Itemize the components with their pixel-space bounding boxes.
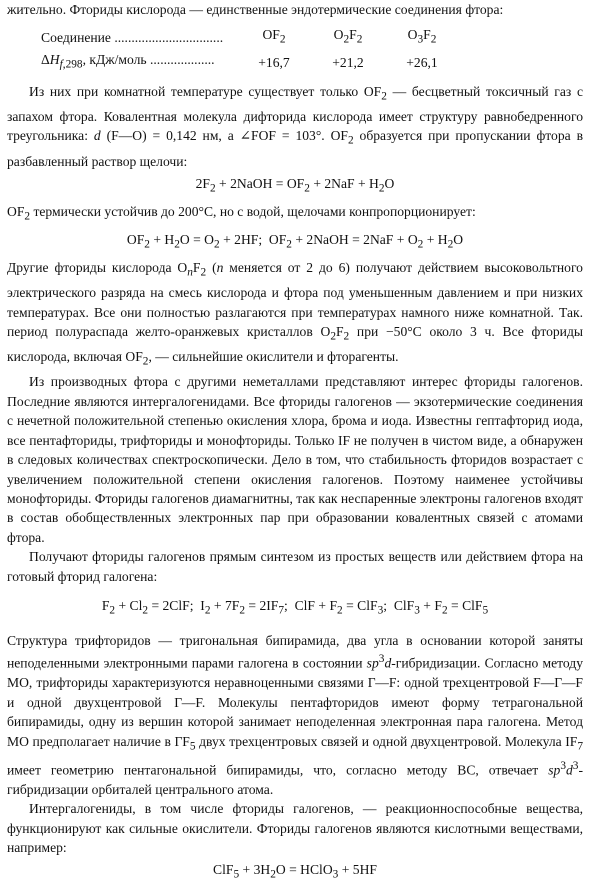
table-cell: $OF_2$ bbox=[262, 27, 286, 47]
table-cell: $O_3F_2$ bbox=[407, 27, 437, 47]
table-row-label: $\Delta H_{f,298}$, кДж/моль ................... bbox=[41, 52, 215, 71]
equation: $F_2 + Cl_2 = 2ClF$; $I_2 + 7F_2 = 2IF_7$; ClF + $F_2 = ClF_3$; $ClF_3 + F_2 = ClF_5$ bbox=[101, 597, 489, 617]
paragraph: Интергалогениды, в том числе фториды галогенов, — реакционноспособные вещества, функционируют как сильные окислители. Фториды галогенов являются кислотными веществами, например: bbox=[7, 801, 583, 855]
paragraph: Получают фториды галогенов прямым синтезом из простых веществ или действием фтора на готовый фторид галогена: bbox=[7, 549, 583, 584]
table-cell: $O_2F_2$ bbox=[333, 27, 363, 47]
table-cell: +16,7 bbox=[258, 54, 290, 70]
paragraph: Другие фториды кислорода $O_nF_2$ (n меняется от 2 до 6) получают действием высоковольтного электрического разряда на смесь кислорода и фтора под уменьшенным давлением и при низких температурах. Все они полностью разлагаются при температурах намного ниже комнатной. Так. период полураспада желто-оранжевых кристаллов $O_2F_2$ при −50°С около 3 ч. Все фториды кислорода, включая $OF_2$, — сильнейшие окислители и фторагенты. bbox=[7, 260, 583, 369]
table-cell: +21,2 bbox=[332, 54, 364, 70]
table-row bbox=[41, 50, 459, 75]
paragraph: $OF_2$ термически устойчив до 200°С, но с водой, щелочами конпропорционирует: bbox=[7, 204, 476, 223]
table-row-label: Соединение ................................ bbox=[41, 30, 224, 46]
table-row bbox=[41, 25, 459, 50]
equation: $2F_2$ + 2NaOH = $OF_2 + 2NaF + H_2O$ bbox=[195, 175, 395, 195]
enthalpy-table bbox=[41, 25, 459, 74]
paragraph: Из них при комнатной температуре существует только $OF_2$ — бесцветный токсичный газ с запахом фтора. Ковалентная молекула дифторида кислорода имеет структуру равнобедренного треугольника: d (F—O) = 0,142 нм, а ∠FOF = 103°. $OF_2$ образуется при пропускании фтора в разбавленный раствор щелочи: bbox=[7, 83, 583, 169]
paragraph: жительно. Фториды кислорода — единственные эндотермические соединения фтора: bbox=[7, 2, 504, 17]
paragraph: Структура трифторидов — тригональная бипирамида, два угла в основании которой заняты неподеленными электронными парами галогена в состоянии $sp^3d$-гибридизации. Согласно методу МО, трифториды характеризуются неравноценными связями Г—F: одной трехцентровой F—Г—F и одной двухцентровой Г—F. Молекулы пентафторидов имеют форму тетрагональной бипирамиды, одну из вершин которой занимает неподеленная электронная пара галогена. Метод МО предполагает наличие в $ГF_5$ двух трехцентровых связей и одной двухцентровой. Молекула $IF_7$ имеет геометрию пентагональной бипирамиды, что, согласно методу ВС, отвечает $sp^3d^3$-гибридизации орбиталей центрального атома. bbox=[7, 633, 584, 797]
table-cell: +26,1 bbox=[406, 54, 438, 70]
equation: $ClF_5 + 3H_2O$ = HClO$_3$ + 5HF bbox=[213, 862, 377, 882]
paragraph: Из производных фтора с другими неметаллами представляют интерес фториды галогенов. Последние являются интергалогенидами. Все фториды галогенов — экзотермические соединения с нечетной положительной степенью окисления хлора, брома и иода. Известны гептафторид иода, все пентафториды, трифториды и монофториды. Только IF не получен в чистом виде, а обнаружен в следовых количествах спектроскопически. Дело в том, что стабильность фторидов возрастает с увеличением положительной степени окисления галогенов. Поэтому наименее устойчивы монофториды. Фториды галогенов диамагнитны, так как неспаренные электроны галогенов входят в состав обобществленных электронных пар при образовании ковалентных связей с атомами фтора. bbox=[7, 374, 583, 545]
equation: $OF_2 + H_2O = O_2 + 2HF$; $OF_2$ + 2NaOH = $2NaF + O_2 + H_2O$ bbox=[126, 232, 464, 251]
